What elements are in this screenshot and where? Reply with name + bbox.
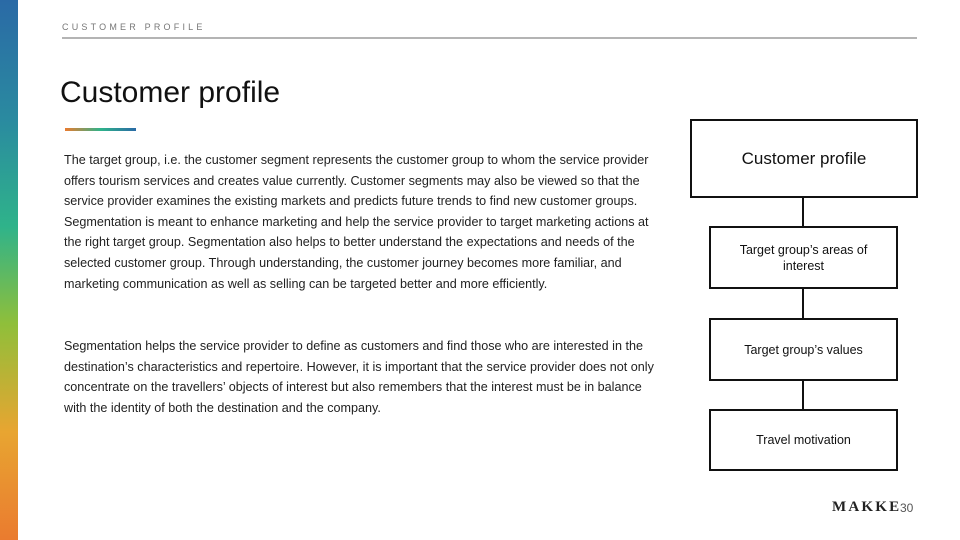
- diagram-box-areas-of-interest: Target group’s areas of interest: [709, 226, 898, 289]
- section-label: CUSTOMER PROFILE: [62, 22, 206, 32]
- page-number: 30: [900, 501, 914, 515]
- body-paragraph-2: Segmentation helps the service provider to define as customers and find those who are interested in the destination’s characteristics and repertoire. However, it is important that the service provider does not only concentrate on the travellers’ objects of interest but also remembers that the interest must be in balance with the identity of both the destination and the company.: [64, 339, 654, 415]
- page-title: Customer profile: [60, 76, 281, 109]
- diagram-box-values: Target group’s values: [709, 318, 898, 381]
- diagram-box-travel-motivation: Travel motivation: [709, 409, 898, 471]
- diagram-root-box: Customer profile: [690, 119, 918, 198]
- diagram-connector: [802, 198, 804, 226]
- makke-logo: MAKKE: [832, 499, 902, 515]
- diagram-connector: [802, 289, 804, 318]
- body-paragraph-1: The target group, i.e. the customer segment represents the customer group to whom the service provider offers tourism services and creates value currently. Customer segments may also be viewed so that the service provider examines the existing markets and predicts future trends to find new customer groups. Segmentation is meant to enhance marketing and help the service provider to target marketing actions at the right target group. Segmentation also helps to better understand the expectations and needs of the selected customer group. Through understanding, the customer journey becomes more familiar, and marketing communication as well as selling can be targeted better and more efficiently.: [64, 153, 649, 291]
- diagram-connector: [802, 381, 804, 409]
- gradient-side-bar: [0, 0, 18, 540]
- header-divider: [62, 37, 917, 39]
- title-accent-line: [65, 128, 136, 131]
